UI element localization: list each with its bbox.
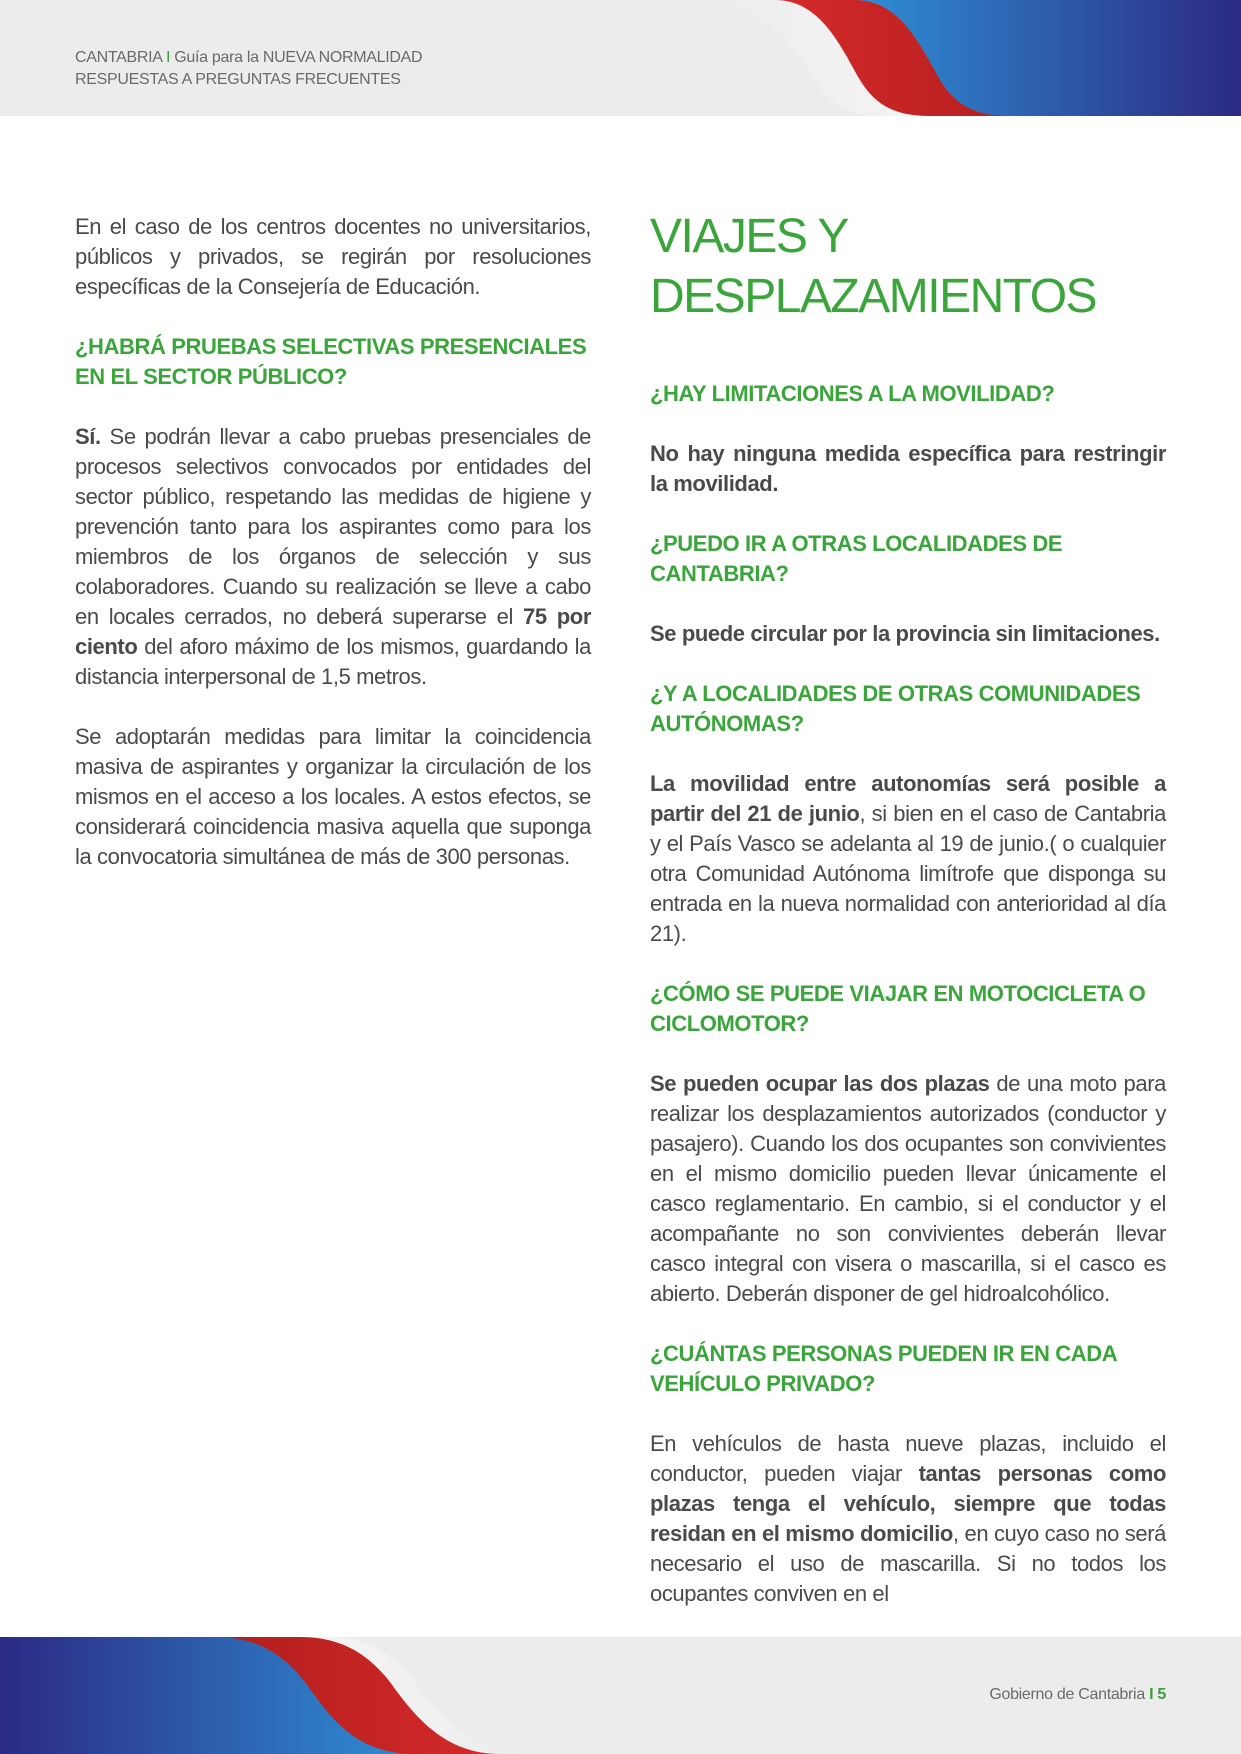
footer-separator: I [1149, 1686, 1154, 1703]
answer-vehiculo-bold: tantas personas como plazas tenga el vehículo, siempre que todas residan en el mismo domicilio [650, 1461, 1166, 1546]
header-line-1 [75, 47, 422, 69]
section-title [650, 207, 1166, 327]
page-header [0, 0, 1241, 116]
section-title-line-1: VIAJES Y [650, 210, 848, 263]
answer-otras-comunidades-text: , si bien en el caso de Cantabria y el País Vasco se adelanta al 19 de junio.( o cualquier otra Comunidad Autónoma limítrofe que disponga su entrada en la nueva normalidad con anterioridad al día 21). [650, 801, 1167, 946]
right-column [650, 207, 1166, 1639]
question-vehiculo-privado: ¿CUÁNTAS PERSONAS PUEDEN IR EN CADA VEHÍCULO PRIVADO? [650, 1341, 1117, 1396]
page-number: 5 [1157, 1686, 1166, 1703]
section-title-line-2: DESPLAZAMIENTOS [650, 270, 1097, 323]
question-pruebas-selectivas: ¿HABRÁ PRUEBAS SELECTIVAS PRESENCIALES EN EL SECTOR PÚBLICO? [75, 334, 587, 389]
answer-pruebas-selectivas [75, 422, 591, 692]
answer-motocicleta-text: de una moto para realizar los desplazamientos autorizados (conductor y pasajero). Cuando los dos ocupantes son convivientes en el mismo domicilio pueden llevar únicamente el casco reglamentario. En cambio, si el conductor y el acompañante no son convivientes deberán llevar casco integral con visera o mascarilla, si el casco es abierto. Deberán disponer de gel hidroalcohólico. [650, 1071, 1166, 1306]
question-motocicleta: ¿CÓMO SE PUEDE VIAJAR EN MOTOCICLETA O CICLOMOTOR? [650, 981, 1146, 1036]
answer-text-b: del aforo máximo de los mismos, guardando la distancia interpersonal de 1,5 metros. [75, 634, 591, 689]
answer-motocicleta [650, 1069, 1166, 1309]
answer-otras-comunidades-bold: La movilidad entre autonomías será posible a partir del 21 de junio [650, 771, 1166, 826]
header-line-2: RESPUESTAS A PREGUNTAS FRECUENTES [75, 71, 401, 88]
answer-otras-localidades: Se puede circular por la provincia sin limitaciones. [650, 621, 1160, 646]
answer-motocicleta-bold: Se pueden ocupar las dos plazas [650, 1071, 990, 1096]
answer-vehiculo-text-b: , en cuyo caso no será necesario el uso de mascarilla. Si no todos los ocupantes conviven en el [650, 1521, 1166, 1606]
answer-75-por-ciento: 75 por ciento [75, 604, 591, 659]
answer-vehiculo-text-a: En vehículos de hasta nueve plazas, incluido el conductor, pueden viajar [650, 1431, 1166, 1486]
paragraph-centros-docentes: En el caso de los centros docentes no universitarios, públicos y privados, se regirán por resoluciones específicas de la Consejería de Educación. [75, 214, 591, 299]
left-column [75, 212, 591, 902]
header-region: CANTABRIA [75, 49, 162, 66]
answer-vehiculo-privado [650, 1429, 1166, 1609]
footer-org: Gobierno de Cantabria [989, 1686, 1145, 1703]
paragraph-coincidencia-masiva: Se adoptarán medidas para limitar la coincidencia masiva de aspirantes y organizar la circulación de los mismos en el acceso a los locales. A estos efectos, se considerará coincidencia masiva aquella que suponga la convocatoria simultánea de más de 300 personas. [75, 724, 591, 869]
header-separator: I [165, 49, 171, 66]
answer-text-a: Se podrán llevar a cabo pruebas presenciales de procesos selectivos convocados por entidades del sector público, respetando las medidas de higiene y prevención tanto para los aspirantes como para los miembros de los órganos de selección y sus colaboradores. Cuando su realización se lleve a cabo en locales cerrados, no deberá superarse el [75, 424, 591, 629]
answer-otras-comunidades [650, 769, 1166, 949]
header-text [75, 47, 422, 91]
question-otras-comunidades: ¿Y A LOCALIDADES DE OTRAS COMUNIDADES AUTÓNOMAS? [650, 681, 1141, 736]
answer-limitaciones-movilidad: No hay ninguna medida específica para restringir la movilidad. [650, 441, 1166, 496]
footer-text [989, 1686, 1166, 1704]
header-guide-title: Guía para la NUEVA NORMALIDAD [174, 49, 423, 66]
question-otras-localidades: ¿PUEDO IR A OTRAS LOCALIDADES DE CANTABRIA? [650, 531, 1063, 586]
question-limitaciones-movilidad: ¿HAY LIMITACIONES A LA MOVILIDAD? [650, 381, 1055, 406]
answer-si: Sí. [75, 424, 101, 449]
